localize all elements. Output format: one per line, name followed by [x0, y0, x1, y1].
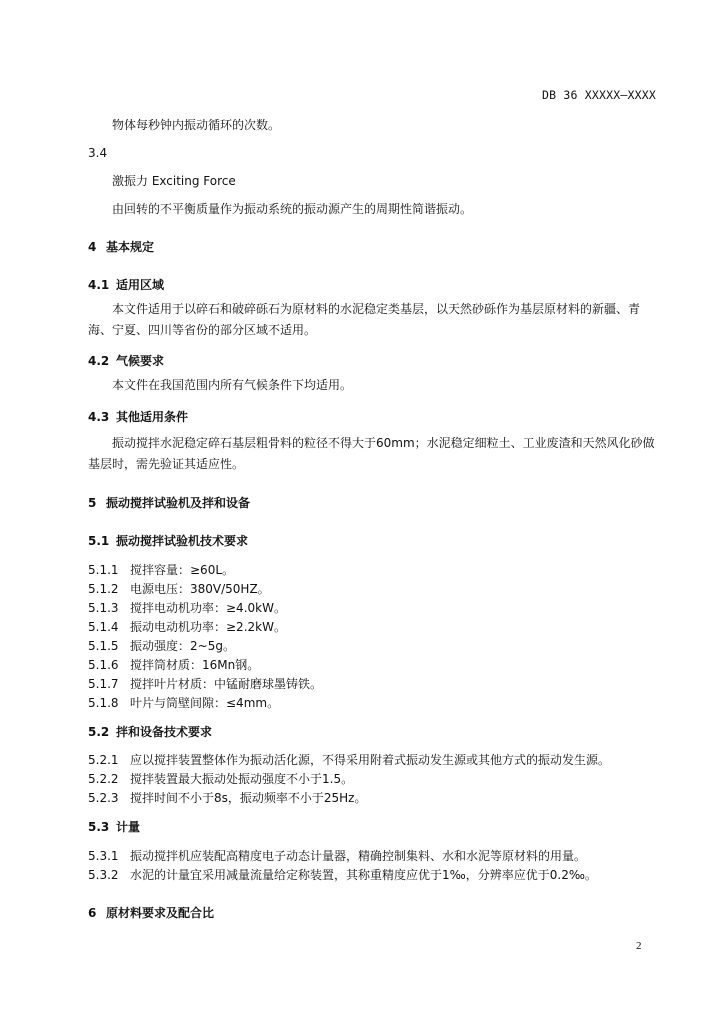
section-5-title: 振动搅拌试验机及拌和设备	[106, 496, 251, 510]
clause-5-3-1	[88, 848, 586, 864]
clause-5-3-heading	[88, 819, 140, 835]
clause-3-4-term: 激振力 Exciting Force	[112, 174, 236, 188]
clause-text: 搅拌容量：≥60L。	[130, 563, 235, 577]
clause-5-1-1	[88, 562, 234, 578]
section-5-number: 5	[88, 496, 97, 510]
clause-number: 5.1.2	[88, 582, 119, 596]
clause-4-1-title: 适用区域	[116, 278, 165, 292]
clause-text: 搅拌叶片材质：中锰耐磨球墨铸铁。	[130, 677, 323, 691]
clause-text: 搅拌筒材质：16Mn钢。	[130, 658, 260, 672]
clause-text: 搅拌电动机功率：≥4.0kW。	[130, 601, 286, 615]
clause-5-1-6	[88, 657, 259, 673]
section-6-heading	[88, 905, 214, 921]
clause-4-1-heading	[88, 277, 164, 293]
section-4-heading	[88, 239, 154, 255]
clause-number: 5.1.8	[88, 696, 119, 710]
clause-text: 搅拌时间不小于8s，振动频率不小于25Hz。	[130, 791, 367, 805]
document-code-header: DB 36 XXXXX—XXXX	[542, 88, 656, 102]
clause-4-1-text: 本文件适用于以碎石和破碎砾石为原材料的水泥稳定类基层，以天然砂砾作为基层原材料的新疆、青海、宁夏、四川等省份的部分区域不适用。	[88, 302, 641, 337]
clause-4-2-text: 本文件在我国范围内所有气候条件下均适用。	[112, 378, 353, 392]
clause-5-1-number: 5.1	[88, 534, 110, 548]
clause-3-4-number: 3.4	[88, 146, 108, 160]
clause-5-3-number: 5.3	[88, 820, 110, 834]
clause-number: 5.1.3	[88, 601, 119, 615]
clause-5-2-1	[88, 752, 610, 768]
clause-4-3-text: 振动搅拌水泥稳定碎石基层粗骨料的粒径不得大于60mm；水泥稳定细粒土、工业废渣和天然风化砂做基层时，需先验证其适应性。	[88, 436, 655, 471]
clause-5-1-5	[88, 638, 235, 654]
definition-3-3-tail: 物体每秒钟内振动循环的次数。	[112, 118, 281, 132]
clause-5-1-heading	[88, 533, 248, 549]
clause-text: 应以搅拌装置整体作为振动活化源，不得采用附着式振动发生源或其他方式的振动发生源。	[130, 753, 611, 767]
clause-5-2-heading	[88, 724, 212, 740]
clause-5-2-3	[88, 790, 366, 806]
clause-number: 5.1.1	[88, 563, 119, 577]
clause-number: 5.3.1	[88, 849, 119, 863]
section-5-heading	[88, 495, 250, 511]
clause-4-2-heading	[88, 353, 164, 369]
clause-number: 5.1.7	[88, 677, 119, 691]
clause-4-2-title: 气候要求	[116, 354, 165, 368]
clause-number: 5.1.4	[88, 620, 119, 634]
clause-number: 5.3.2	[88, 868, 119, 882]
clause-text: 振动强度：2~5g。	[130, 639, 235, 653]
clause-5-1-7	[88, 676, 322, 692]
clause-text: 电源电压：380V/50HZ。	[130, 582, 270, 596]
clause-4-3-heading	[88, 409, 188, 425]
clause-text: 水泥的计量宜采用减量流量给定称装置，其称重精度应优于1‰，分辨率应优于0.2‰。	[130, 868, 597, 882]
clause-5-3-title: 计量	[116, 820, 141, 834]
clause-5-1-4	[88, 619, 286, 635]
clause-text: 振动电动机功率：≥2.2kW。	[130, 620, 286, 634]
clause-4-2-number: 4.2	[88, 354, 110, 368]
clause-4-3-title: 其他适用条件	[116, 410, 189, 424]
clause-5-1-8	[88, 695, 279, 711]
clause-5-2-number: 5.2	[88, 725, 110, 739]
clause-5-2-title: 拌和设备技术要求	[116, 725, 213, 739]
clause-text: 振动搅拌机应装配高精度电子动态计量器，精确控制集料、水和水泥等原材料的用量。	[130, 849, 587, 863]
clause-number: 5.2.2	[88, 772, 119, 786]
clause-5-1-title: 振动搅拌试验机技术要求	[116, 534, 249, 548]
section-6-number: 6	[88, 906, 97, 920]
section-4-title: 基本规定	[106, 240, 155, 254]
clause-text: 搅拌装置最大振动处振动强度不小于1.5。	[130, 772, 354, 786]
clause-4-3-number: 4.3	[88, 410, 110, 424]
clause-number: 5.1.6	[88, 658, 119, 672]
clause-5-1-3	[88, 600, 286, 616]
clause-4-1-number: 4.1	[88, 278, 110, 292]
clause-number: 5.2.1	[88, 753, 119, 767]
clause-5-2-2	[88, 771, 353, 787]
clause-3-4-definition: 由回转的不平衡质量作为振动系统的振动源产生的周期性简谐振动。	[112, 202, 473, 216]
clause-number: 5.1.5	[88, 639, 119, 653]
clause-text: 叶片与筒壁间隙：≤4mm。	[130, 696, 280, 710]
clause-5-1-2	[88, 581, 270, 597]
page-number: 2	[636, 940, 642, 952]
clause-5-3-2	[88, 867, 597, 883]
section-6-title: 原材料要求及配合比	[106, 906, 215, 920]
clause-number: 5.2.3	[88, 791, 119, 805]
section-4-number: 4	[88, 240, 97, 254]
